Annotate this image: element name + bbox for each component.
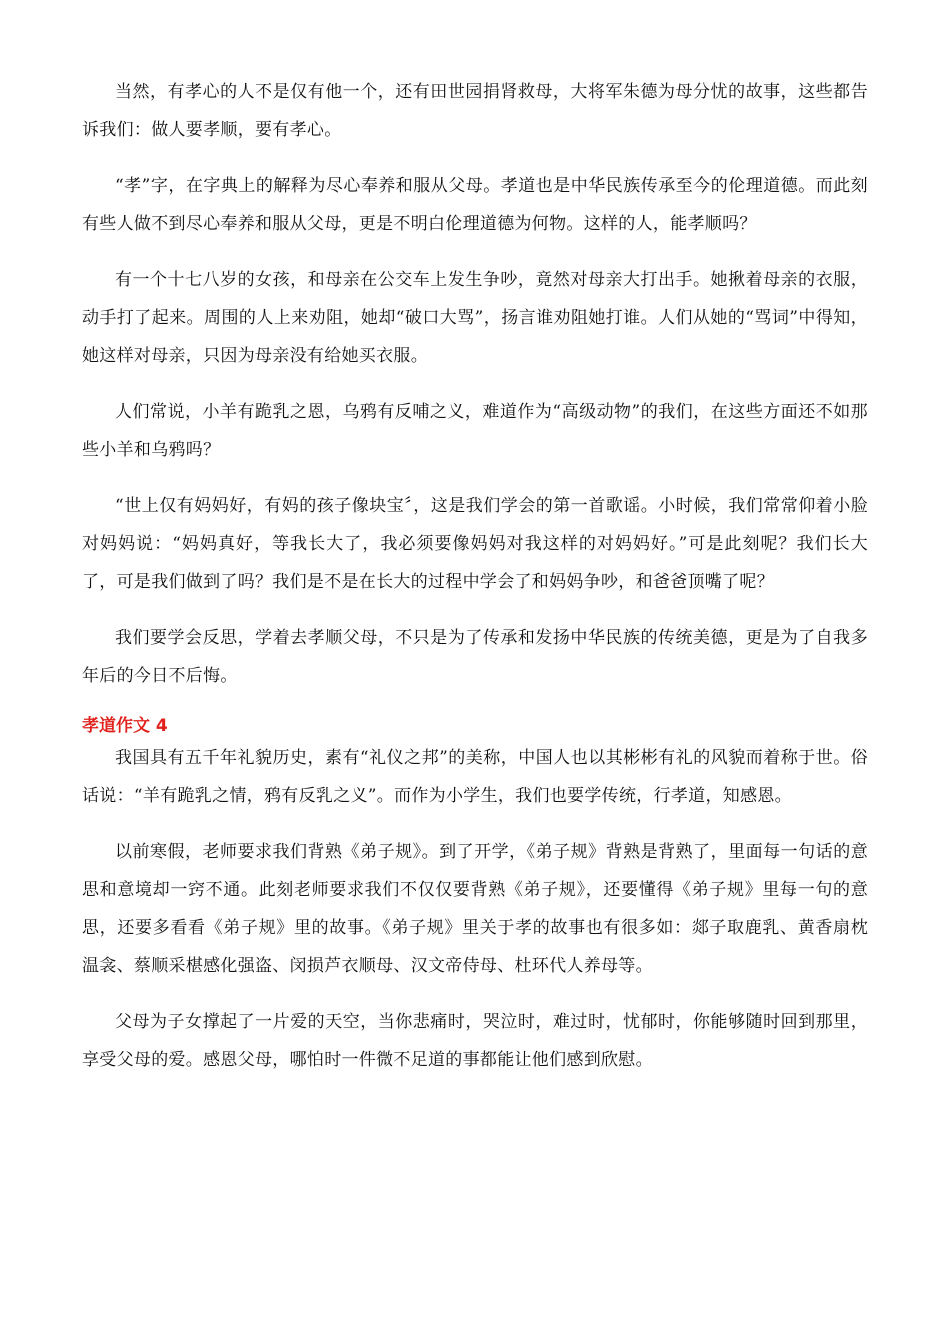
paragraph-bus-story: 有一个十七八岁的女孩，和母亲在公交车上发生争吵，竟然对母亲大打出手。她揪着母亲的衣服，动手打了起来。周围的人上来劝阻，她却“破口大骂”，扬言谁劝阻她打谁。人们从她的“骂词”中得知，她这样对母亲，只因为母亲没有给她买衣服。 bbox=[82, 270, 868, 366]
paragraph-mother-song: “世上仅有妈妈好，有妈的孩子像块宝〞，这是我们学会的第一首歌谣。小时候，我们常常仰着小脸对妈妈说：“妈妈真好，等我长大了，我必须要像妈妈对我这样的对妈妈好。”可是此刻呢？我们长大了，可是我们做到了吗？我们是不是在长大的过程中学会了和妈妈争吵，和爸爸顶嘴了呢？ bbox=[82, 496, 868, 592]
paragraph-xiao-definition: “孝”字，在字典上的解释为尽心奉养和服从父母。孝道也是中华民族传承至今的伦理道德。而此刻有些人做不到尽心奉养和服从父母，更是不明白伦理道德为何物。这样的人，能孝顺吗？ bbox=[82, 176, 868, 234]
paragraph-lamb-crow: 人们常说，小羊有跪乳之恩，乌鸦有反哺之义，难道作为“高级动物”的我们，在这些方面还不如那些小羊和乌鸦吗？ bbox=[82, 402, 868, 460]
paragraph-dizigui: 以前寒假，老师要求我们背熟《弟子规》。到了开学，《弟子规》背熟是背熟了，里面每一句话的意思和意境却一窍不通。此刻老师要求我们不仅仅要背熟《弟子规》，还要懂得《弟子规》里每一句的意思，还要多看看《弟子规》里的故事。《弟子规》里关于孝的故事也有很多如：郯子取鹿乳、黄香扇枕温衾、蔡顺采椹感化强盗、闵损芦衣顺母、汉文帝侍母、杜环代人养母等。 bbox=[82, 842, 868, 976]
paragraph-reflection: 我们要学会反思，学着去孝顺父母，不只是为了传承和发扬中华民族的传统美德，更是为了自我多年后的今日不后悔。 bbox=[82, 628, 868, 686]
paragraph-etiquette: 我国具有五千年礼貌历史，素有“礼仪之邦”的美称，中国人也以其彬彬有礼的风貌而着称于世。俗话说：“羊有跪乳之情，鸦有反乳之义”。而作为小学生，我们也要学传统，行孝道，知感恩。 bbox=[82, 748, 868, 806]
paragraph-parents-love: 父母为子女撑起了一片爱的天空，当你悲痛时，哭泣时，难过时，忧郁时，你能够随时回到那里，享受父母的爱。感恩父母，哪怕时一件微不足道的事都能让他们感到欣慰。 bbox=[82, 1012, 868, 1070]
document-page bbox=[82, 73, 868, 1097]
paragraph-filial-examples: 当然，有孝心的人不是仅有他一个，还有田世园捐肾救母，大将军朱德为母分忧的故事，这些都告诉我们：做人要孝顺，要有孝心。 bbox=[82, 82, 868, 140]
section-heading: 孝道作文 4 bbox=[82, 716, 168, 736]
